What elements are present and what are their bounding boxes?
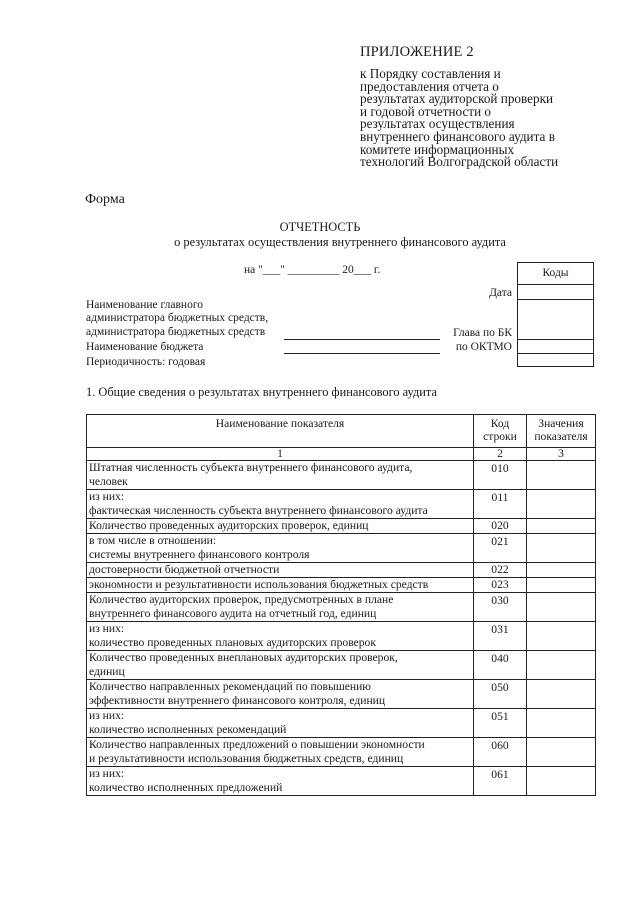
codes-header: Коды: [518, 263, 593, 285]
table-row: [87, 578, 596, 593]
appendix-subtitle-line: внутреннего финансового аудита в: [360, 128, 555, 144]
indicator-name-line: Количество направленных предложений о повышении экономности: [89, 738, 425, 751]
row-code-cell: 020: [474, 519, 527, 534]
row-value-cell[interactable]: [527, 622, 596, 651]
header-value-line: показателя: [534, 430, 588, 443]
indicator-name-cell: [87, 490, 474, 519]
indicator-name-line: количество исполненных рекомендаций: [89, 723, 287, 736]
oktmo-label: по ОКТМО: [455, 341, 512, 353]
indicator-name-cell: [87, 578, 474, 593]
indicator-name-cell: [87, 680, 474, 709]
indicator-name-line: внутреннего финансового аудита на отчетный год, единиц: [89, 607, 377, 620]
report-title: ОТЧЕТНОСТЬ: [279, 220, 361, 234]
header-code-line: Код: [490, 417, 510, 430]
table-row: [87, 622, 596, 651]
header-value-line: Значения: [538, 417, 584, 430]
row-code-cell: 021: [474, 534, 527, 563]
codes-box: [517, 262, 594, 367]
indicator-name-cell: [87, 651, 474, 680]
glava-bk-label: Глава по БК: [453, 327, 512, 339]
appendix-subtitle-line: комитете информационных: [360, 141, 515, 157]
table-row: [87, 767, 596, 796]
index-cell: 3: [527, 448, 596, 461]
form-label: Форма: [85, 192, 125, 207]
row-code-cell: 060: [474, 738, 527, 767]
org-name-field[interactable]: [284, 339, 440, 340]
row-value-cell[interactable]: [527, 461, 596, 490]
row-value-cell[interactable]: [527, 651, 596, 680]
row-code-cell: 022: [474, 563, 527, 578]
indicator-name-line: из них:: [89, 767, 125, 780]
row-code-cell: 050: [474, 680, 527, 709]
table-header-row: [87, 415, 596, 448]
index-cell: 2: [474, 448, 527, 461]
indicator-name-line: Количество проведенных внеплановых аудиторских проверок,: [89, 651, 398, 664]
indicator-name-cell: [87, 534, 474, 563]
section-1-title: 1. Общие сведения о результатах внутреннего финансового аудита: [86, 385, 437, 399]
appendix-subtitle-line: к Порядку составления и: [360, 66, 501, 81]
row-code-cell: 051: [474, 709, 527, 738]
table-row: [87, 709, 596, 738]
indicator-name-line: Количество проведенных аудиторских проверок, единиц: [89, 519, 369, 532]
indicator-name-line: в том числе в отношении:: [89, 534, 217, 547]
indicator-name-line: достоверности бюджетной отчетности: [89, 563, 280, 576]
indicator-name-cell: [87, 563, 474, 578]
index-cell: 1: [87, 448, 474, 461]
indicator-name-line: из них:: [89, 490, 125, 503]
org-label-line: администратора бюджетных средств: [86, 325, 266, 338]
row-code-cell: 023: [474, 578, 527, 593]
row-code-cell: 061: [474, 767, 527, 796]
indicator-name-line: экономности и результативности использования бюджетных средств: [89, 578, 429, 591]
row-code-cell: 031: [474, 622, 527, 651]
indicator-name-line: фактическая численность субъекта внутреннего финансового аудита: [89, 504, 428, 517]
table-row: [87, 563, 596, 578]
appendix-subtitle-line: результатах осуществления: [360, 116, 515, 132]
table-index-row: [87, 448, 596, 461]
codes-glava-cell[interactable]: [518, 299, 593, 340]
header-name: Наименование показателя: [87, 415, 474, 448]
budget-name-field[interactable]: [284, 353, 440, 354]
indicator-name-cell: [87, 709, 474, 738]
indicator-name-line: эффективности внутреннего финансового контроля, единиц: [89, 694, 386, 707]
indicator-name-cell: [87, 461, 474, 490]
row-value-cell[interactable]: [527, 578, 596, 593]
row-code-cell: 030: [474, 593, 527, 622]
row-value-cell[interactable]: [527, 519, 596, 534]
indicator-name-line: из них:: [89, 622, 125, 635]
indicator-name-line: из них:: [89, 709, 125, 722]
codes-date-cell[interactable]: [518, 284, 593, 300]
table-row: [87, 651, 596, 680]
table-row: [87, 519, 596, 534]
indicator-name-cell: [87, 767, 474, 796]
indicator-name-line: количество проведенных плановых аудиторских проверок: [89, 636, 376, 649]
indicator-name-cell: [87, 593, 474, 622]
row-value-cell[interactable]: [527, 680, 596, 709]
table-row: [87, 461, 596, 490]
indicators-table: [86, 414, 596, 796]
row-value-cell[interactable]: [527, 767, 596, 796]
appendix-subtitle-line: технологий Волгоградской области: [360, 154, 559, 170]
appendix-subtitle-line: результатах аудиторской проверки: [360, 91, 554, 107]
codes-oktmo-cell[interactable]: [518, 339, 593, 354]
table-row: [87, 738, 596, 767]
row-value-cell[interactable]: [527, 738, 596, 767]
table-row: [87, 593, 596, 622]
budget-label: Наименование бюджета: [86, 341, 204, 353]
report-date-line: на "___" _________ 20___ г.: [244, 264, 381, 276]
row-value-cell[interactable]: [527, 490, 596, 519]
header-code: [474, 415, 527, 448]
row-value-cell[interactable]: [527, 534, 596, 563]
row-code-cell: 010: [474, 461, 527, 490]
header-value: [527, 415, 596, 448]
indicator-name-cell: [87, 622, 474, 651]
org-label-line: Наименование главного: [86, 299, 204, 311]
indicator-name-line: Количество аудиторских проверок, предусмотренных в плане: [89, 593, 394, 606]
report-subtitle: о результатах осуществления внутреннего финансового аудита: [174, 235, 506, 249]
indicator-name-line: человек: [89, 475, 128, 488]
appendix-subtitle-line: и годовой отчетности о: [360, 103, 492, 119]
table-row: [87, 534, 596, 563]
row-code-cell: 011: [474, 490, 527, 519]
row-value-cell[interactable]: [527, 709, 596, 738]
table-row: [87, 490, 596, 519]
indicator-name-line: Количество направленных рекомендаций по повышению: [89, 680, 371, 693]
row-value-cell[interactable]: [527, 563, 596, 578]
org-label-line: администратора бюджетных средств,: [86, 312, 269, 325]
appendix-subtitle: [360, 68, 620, 169]
appendix-subtitle-line: предоставления отчета о: [360, 78, 499, 94]
header-code-line: строки: [483, 430, 517, 443]
appendix-title: ПРИЛОЖЕНИЕ 2: [360, 44, 474, 60]
indicator-name-line: системы внутреннего финансового контроля: [89, 548, 310, 561]
indicator-name-cell: [87, 519, 474, 534]
indicator-name-line: и результативности использования бюджетных средств, единиц: [89, 752, 404, 765]
indicator-name-line: количество исполненных предложений: [89, 781, 283, 794]
indicator-name-cell: [87, 738, 474, 767]
indicator-name-line: единиц: [89, 665, 125, 678]
table-row: [87, 680, 596, 709]
row-value-cell[interactable]: [527, 593, 596, 622]
org-label: [86, 299, 306, 339]
row-code-cell: 040: [474, 651, 527, 680]
date-label: Дата: [489, 287, 512, 299]
indicator-name-line: Штатная численность субъекта внутреннего финансового аудита,: [89, 461, 413, 474]
periodicity-label: Периодичность: годовая: [86, 356, 206, 368]
